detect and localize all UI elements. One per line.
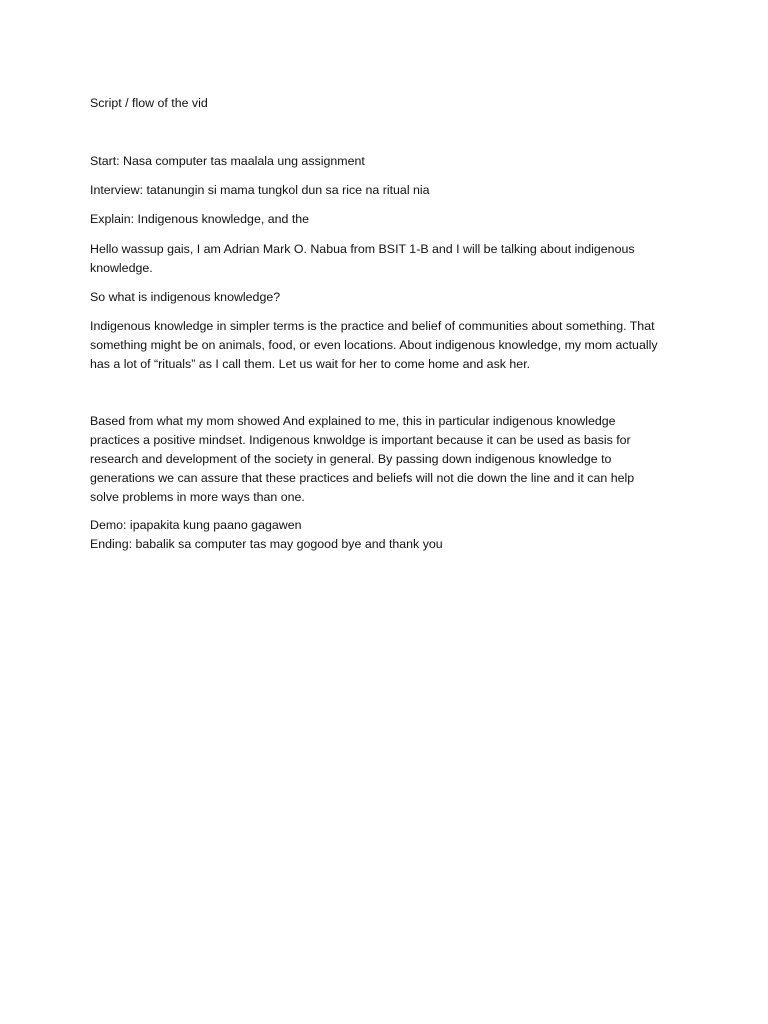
conclusion-line-3: research and development of the society in general. By passing down indigenous knowledge to (90, 452, 612, 466)
question-line: So what is indigenous knowledge? (90, 290, 281, 304)
interview-line: Interview: tatanungin si mama tungkol dun sa rice na ritual nia (90, 183, 430, 197)
start-line: Start: Nasa computer tas maalala ung assignment (90, 154, 365, 168)
conclusion-line-2: practices a positive mindset. Indigenous knwoldge is important because it can be used as basis for (90, 433, 631, 447)
ending-line: Ending: babalik sa computer tas may gogood bye and thank you (90, 537, 443, 551)
explain-line: Explain: Indigenous knowledge, and the (90, 212, 310, 226)
document-heading: Script / flow of the vid (90, 96, 208, 110)
demo-line: Demo: ipapakita kung paano gagawen (90, 518, 302, 532)
conclusion-line-4: generations we can assure that these practices and beliefs will not die down the line and it can help (90, 471, 635, 485)
definition-line-2: something might be on animals, food, or even locations. About indigenous knowledge, my mom actually (90, 338, 658, 352)
conclusion-line-1: Based from what my mom showed And explained to me, this in particular indigenous knowledge (90, 414, 616, 428)
definition-line-3: has a lot of “rituals” as I call them. Let us wait for her to come home and ask her. (90, 357, 531, 371)
conclusion-line-5: solve problems in more ways than one. (90, 490, 305, 504)
intro-line-2: knowledge. (90, 261, 153, 275)
definition-line-1: Indigenous knowledge in simpler terms is the practice and belief of communities about something. That (90, 319, 655, 333)
intro-line-1: Hello wassup gais, I am Adrian Mark O. Nabua from BSIT 1-B and I will be talking about indigenous (90, 242, 635, 256)
